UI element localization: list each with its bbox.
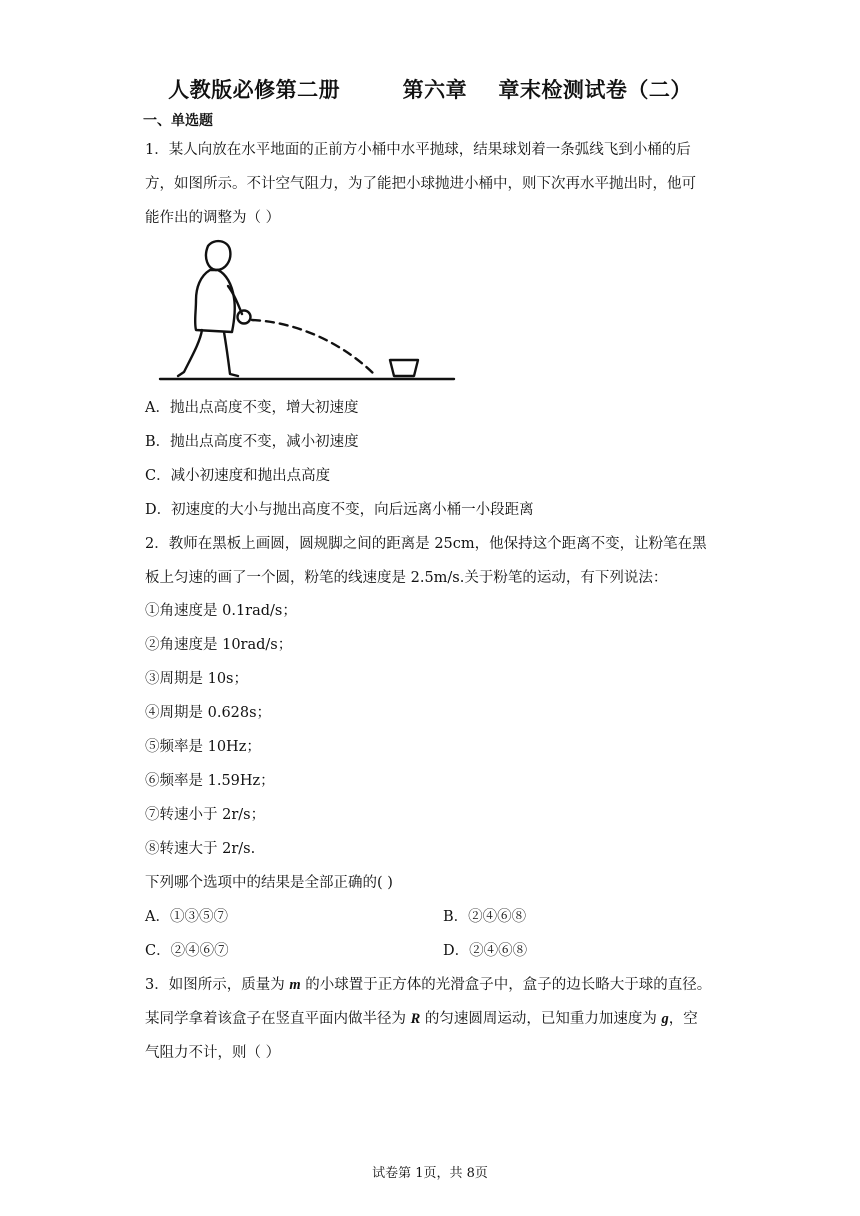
q1-option-b: B．抛出点高度不变，减小初速度 xyxy=(145,434,359,450)
q1-option-c: C．减小初速度和抛出点高度 xyxy=(145,468,331,484)
q2-line-1: 2．教师在黑板上画圆，圆规脚之间的距离是 25cm，他保持这个距离不变，让粉笔在黑 xyxy=(145,536,707,552)
thrower-figure xyxy=(156,236,456,382)
q3-line-1-start: 3．如图所示，质量为 xyxy=(145,977,290,993)
thrower-leg-right xyxy=(224,332,238,376)
q2-statement-2: ②角速度是 10rad/s； xyxy=(145,637,293,653)
q2-line-2: 板上匀速的画了一个圆，粉笔的线速度是 2.5m/s.关于粉笔的运动，有下列说法： xyxy=(145,570,668,586)
q2-statement-7: ⑦转速小于 2r/s； xyxy=(145,807,266,823)
q3-line-2 xyxy=(145,1009,698,1029)
q3-line-3: 气阻力不计，则（ ） xyxy=(145,1045,281,1061)
q2-option-b: B．②④⑥⑧ xyxy=(443,909,527,925)
q2-option-c: C．②④⑥⑦ xyxy=(145,943,229,959)
section-heading: 一、单选题 xyxy=(143,113,213,129)
q2-statement-4: ④周期是 0.628s； xyxy=(145,705,272,721)
trajectory-dashed xyxy=(252,320,374,374)
q1-line-2: 方，如图所示。不计空气阻力，为了能把小球抛进小桶中，则下次再水平抛出时，他可 xyxy=(145,176,696,192)
q3-line-2-mid: 的匀速圆周运动，已知重力加速度为 xyxy=(420,1011,662,1027)
q2-statement-3: ③周期是 10s； xyxy=(145,671,249,687)
q1-line-3: 能作出的调整为（ ） xyxy=(145,210,281,226)
q3-line-2-end: ，空 xyxy=(668,1011,698,1027)
q1-line-1: 1．某人向放在水平地面的正前方小桶中水平抛球，结果球划着一条弧线飞到小桶的后 xyxy=(145,142,691,158)
thrower-head xyxy=(206,241,230,270)
page-title: 人教版必修第二册 第六章 章末检测试卷（二） xyxy=(168,78,692,102)
q2-prompt: 下列哪个选项中的结果是全部正确的( ) xyxy=(145,875,393,891)
q3-line-1-end: 的小球置于正方体的光滑盒子中，盒子的边长略大于球的直径。 xyxy=(300,977,712,993)
q2-option-a: A．①③⑤⑦ xyxy=(145,909,228,925)
q2-statement-5: ⑤频率是 10Hz； xyxy=(145,739,261,755)
q2-statement-1: ①角速度是 0.1rad/s； xyxy=(145,603,297,619)
q2-statement-6: ⑥频率是 1.59Hz； xyxy=(145,773,275,789)
page-footer: 试卷第 1页，共 8页 xyxy=(372,1166,488,1181)
thrower-body xyxy=(195,270,235,332)
q3-var-r: R xyxy=(410,1011,421,1027)
q3-line-1 xyxy=(145,975,711,995)
q3-var-g: g xyxy=(661,1011,669,1027)
q1-option-d: D．初速度的大小与抛出高度不变，向后远离小桶一小段距离 xyxy=(145,502,534,518)
q1-option-a: A．抛出点高度不变，增大初速度 xyxy=(145,400,359,416)
q3-line-2-start: 某同学拿着该盒子在竖直平面内做半径为 xyxy=(145,1011,411,1027)
ball xyxy=(238,311,251,324)
q2-option-d: D．②④⑥⑧ xyxy=(443,943,528,959)
bucket xyxy=(390,360,418,376)
thrower-leg-left xyxy=(178,330,202,376)
q2-statement-8: ⑧转速大于 2r/s. xyxy=(145,841,256,857)
q3-var-m: m xyxy=(289,977,301,993)
